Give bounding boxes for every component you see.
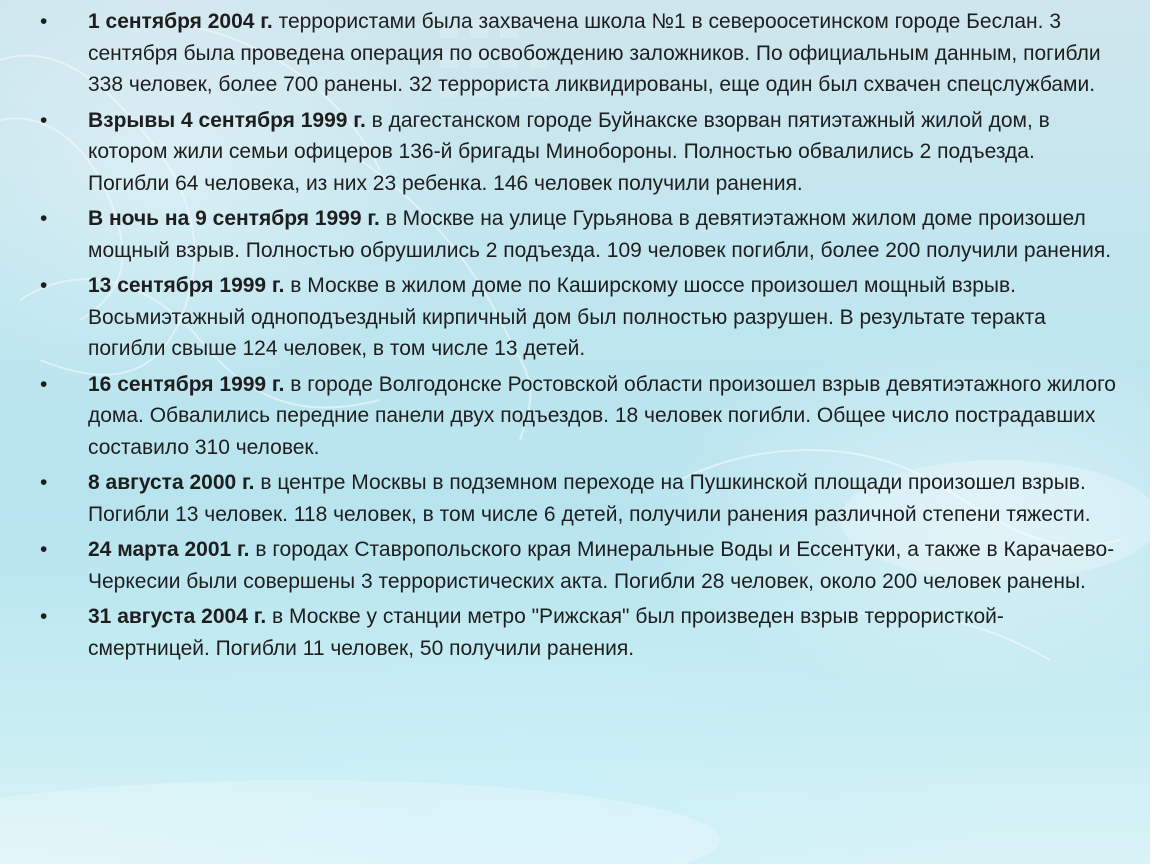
bullet: •: [40, 10, 48, 33]
event-item-buynaksk: [40, 105, 1120, 200]
content-area: [40, 6, 1120, 668]
event-text: в Москве в жилом доме по Каширскому шоссе произошел мощный взрыв. Восьмиэтажный одноподъездный кирпичный дом был полностью разрушен. В результате теракта погибли свыше 124 человек, в том числе 13 детей.: [88, 274, 1046, 360]
bullet: •: [40, 471, 48, 494]
event-item-guryanova: [40, 203, 1120, 266]
bullet: •: [40, 207, 48, 230]
event-date: Взрывы 4 сентября 1999 г.: [88, 108, 366, 132]
event-date: 1 сентября 2004 г.: [88, 10, 273, 33]
event-date: 13 сентября 1999 г.: [88, 274, 285, 297]
event-text: в городах Ставропольского края Минеральные Воды и Ессентуки, а также в Карачаево-Черкесии были совершены 3 террористических акта. Погибли 28 человек, около 200 человек ранены.: [88, 538, 1115, 593]
bullet: •: [40, 274, 48, 297]
event-item-stavropol: [40, 534, 1120, 597]
event-text: в дагестанском городе Буйнакске взорван пятиэтажный жилой дом, в котором жили семьи офицеров 136-й бригады Минобороны. Полностью обвалились 2 подъезда. Погибли 64 человека, из них 23 ребенка. 146 человек получили ранения.: [88, 108, 1050, 195]
bullet: •: [40, 108, 48, 132]
event-text: в центре Москвы в подземном переходе на Пушкинской площади произошел взрыв. Погибли 13 человек. 118 человек, в том числе 6 детей, получили ранения различной степени тяжести.: [88, 471, 1091, 526]
event-date: 31 августа 2004 г.: [88, 605, 267, 628]
bullet: •: [40, 538, 48, 561]
event-text: в городе Волгодонске Ростовской области произошел взрыв девятиэтажного жилого дома. Обвалились передние панели двух подъездов. 18 человек погибли. Общее число пострадавших составило 310 человек.: [88, 372, 1116, 459]
event-date: 8 августа 2000 г.: [88, 471, 255, 494]
event-item-volgodonsk: [40, 369, 1120, 464]
event-item-beslan: [40, 6, 1120, 101]
event-date: 16 сентября 1999 г.: [88, 372, 285, 396]
event-date: 24 марта 2001 г.: [88, 538, 250, 561]
event-item-kashirskoe: [40, 270, 1120, 365]
event-item-rizhskaya: [40, 601, 1120, 664]
event-text: в Москве на улице Гурьянова в девятиэтажном жилом доме произошел мощный взрыв. Полностью обрушились 2 подъезда. 109 человек погибли, более 200 получили ранения.: [88, 207, 1112, 262]
bullet: •: [40, 372, 48, 396]
bullet: •: [40, 605, 48, 628]
event-list: [40, 6, 1120, 664]
event-item-pushkinskaya: [40, 467, 1120, 530]
event-text: в Москве у станции метро "Рижская" был произведен взрыв террористкой-смертницей. Погибли 11 человек, 50 получили ранения.: [88, 605, 1004, 660]
event-text: террористами была захвачена школа №1 в североосетинском городе Беслан. 3 сентября была проведена операция по освобождению заложников. По официальным данным, погибли 338 человек, более 700 ранены. 32 террориста ликвидированы, еще один был схвачен спецслужбами.: [88, 10, 1101, 96]
event-date: В ночь на 9 сентября 1999 г.: [88, 207, 380, 230]
